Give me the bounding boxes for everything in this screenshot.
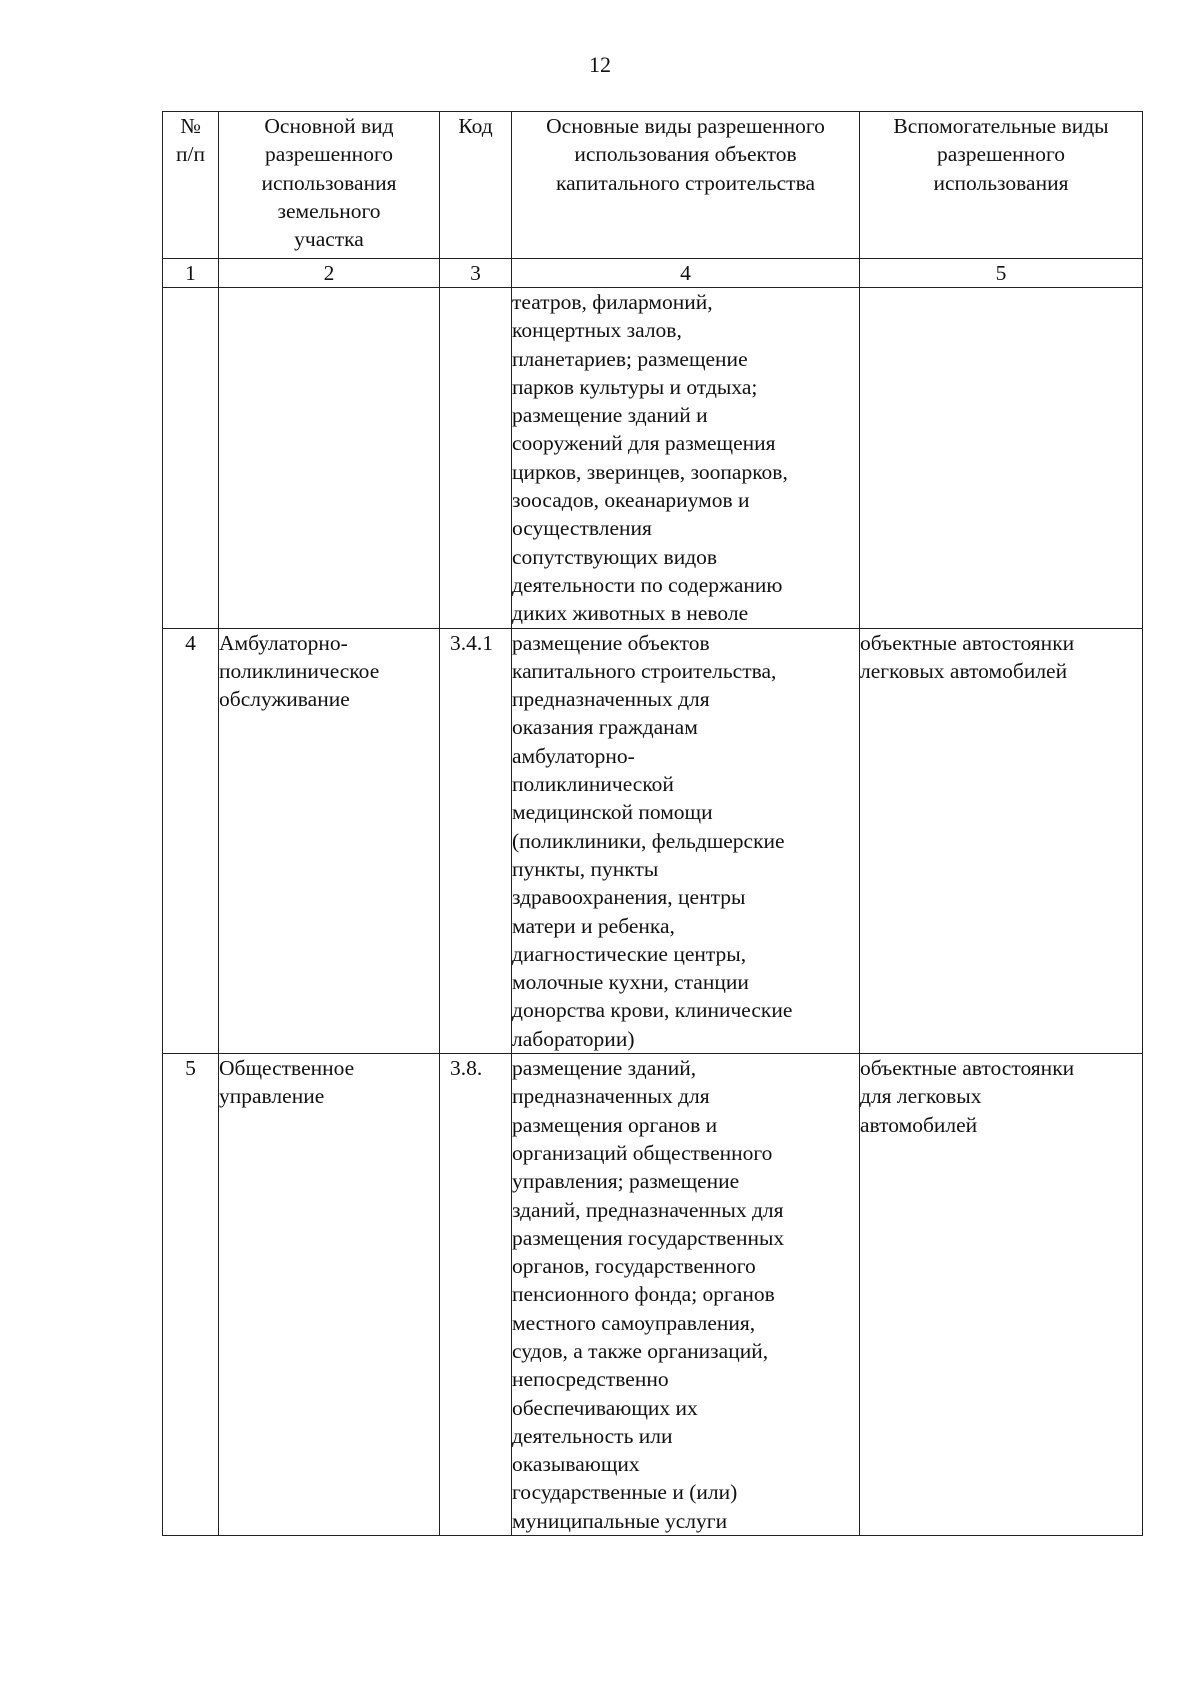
- cell-text-line: Основной вид: [264, 114, 394, 138]
- cell-text-line: поликлинической: [512, 772, 674, 797]
- cell-text-line: разрешенного: [937, 142, 1065, 167]
- cell-text-line: организаций общественного: [512, 1140, 773, 1165]
- cell-text-line: деятельности по содержанию: [512, 572, 783, 597]
- cell-text-line: медицинской помощи: [512, 800, 713, 825]
- cell-text-line: планетариев; размещение: [512, 346, 748, 371]
- row-main-uses: [512, 288, 860, 629]
- cell-text-line: диких животных в неволе: [512, 601, 749, 626]
- cell-text-line: государственные и (или): [512, 1480, 738, 1505]
- cell-text-line: использования: [261, 170, 397, 195]
- cell-text-line: муниципальные услуги: [512, 1508, 728, 1533]
- cell-text-line: п/п: [176, 142, 205, 167]
- row-land-use-name: [219, 628, 440, 1053]
- cell-text-line: местного самоуправления,: [512, 1310, 756, 1335]
- page-number: 12: [589, 52, 611, 77]
- cell-text-line: цирков, зверинцев, зоопарков,: [512, 459, 788, 484]
- cell-text-line: театров, филармоний,: [512, 290, 713, 314]
- cell-text-line: парков культуры и отдыха;: [512, 374, 758, 399]
- cell-text-line: сооружений для размещения: [512, 431, 776, 456]
- row-main-uses: [512, 1054, 860, 1536]
- cell-text-line: участка: [294, 227, 364, 252]
- cell-text-line: использования: [933, 170, 1069, 195]
- row-auxiliary-uses: [860, 288, 1143, 629]
- table-row: [163, 288, 1143, 629]
- cell-text-line: Амбулаторно-: [219, 630, 348, 655]
- cell-text-line: зданий, предназначенных для: [512, 1197, 784, 1222]
- row-number: 4: [163, 628, 219, 1053]
- cell-text-line: Код: [458, 114, 493, 138]
- cell-text-line: предназначенных для: [512, 1084, 710, 1109]
- row-code: 3.4.1: [440, 628, 512, 1053]
- cell-text-line: матери и ребенка,: [512, 913, 675, 938]
- cell-text-line: зоосадов, океанариумов и: [512, 488, 750, 513]
- land-use-table: [162, 111, 1143, 1536]
- cell-text-line: размещения государственных: [512, 1225, 785, 1250]
- cell-text-line: управление: [219, 1084, 325, 1109]
- table-row: [163, 1054, 1143, 1536]
- cell-text-line: размещение зданий,: [512, 1056, 697, 1081]
- cell-text-line: оказывающих: [512, 1452, 640, 1477]
- cell-text-line: №: [180, 114, 201, 138]
- cell-text-line: пункты, пункты: [512, 856, 659, 881]
- cell-text-line: Вспомогательные виды: [893, 114, 1109, 138]
- cell-text-line: судов, а также организаций,: [512, 1338, 769, 1363]
- row-number: [163, 288, 219, 629]
- cell-text-line: объектные автостоянки: [860, 630, 1075, 655]
- column-number: 1: [163, 259, 219, 288]
- row-code: 3.8.: [440, 1054, 512, 1536]
- cell-text-line: управления; размещение: [512, 1169, 740, 1194]
- cell-text-line: деятельность или: [512, 1423, 673, 1448]
- cell-text-line: земельного: [277, 198, 381, 223]
- row-main-uses: [512, 628, 860, 1053]
- header-code: [440, 112, 512, 259]
- row-auxiliary-uses: [860, 1054, 1143, 1536]
- column-number-row: [163, 259, 1143, 288]
- cell-text-line: для легковых: [860, 1084, 982, 1109]
- cell-text-line: объектные автостоянки: [860, 1056, 1075, 1081]
- cell-text-line: автомобилей: [860, 1112, 978, 1137]
- cell-text-line: концертных залов,: [512, 318, 682, 343]
- cell-text-line: осуществления: [512, 516, 652, 541]
- cell-text-line: амбулаторно-: [512, 743, 635, 768]
- cell-text-line: капитального строительства,: [512, 658, 777, 683]
- cell-text-line: донорства крови, клинические: [512, 998, 793, 1023]
- row-land-use-name: [219, 1054, 440, 1536]
- cell-text-line: (поликлиники, фельдшерские: [512, 828, 785, 853]
- cell-text-line: разрешенного: [265, 142, 393, 167]
- cell-text-line: пенсионного фонда; органов: [512, 1282, 775, 1307]
- cell-text-line: легковых автомобилей: [860, 658, 1068, 683]
- cell-text-line: размещения органов и: [512, 1112, 718, 1137]
- row-auxiliary-uses: [860, 628, 1143, 1053]
- row-code: [440, 288, 512, 629]
- column-number: 2: [219, 259, 440, 288]
- cell-text-line: оказания гражданам: [512, 715, 698, 740]
- cell-text-line: лаборатории): [512, 1026, 635, 1051]
- cell-text-line: обеспечивающих их: [512, 1395, 698, 1420]
- table-row: [163, 628, 1143, 1053]
- cell-text-line: Общественное: [219, 1056, 355, 1081]
- cell-text-line: предназначенных для: [512, 687, 710, 712]
- column-number: 5: [860, 259, 1143, 288]
- cell-text-line: капитального строительства: [555, 170, 815, 195]
- cell-text-line: использования объектов: [574, 142, 797, 167]
- cell-text-line: диагностические центры,: [512, 941, 747, 966]
- cell-text-line: Основные виды разрешенного: [546, 114, 825, 138]
- table-header-row: [163, 112, 1143, 259]
- header-number: [163, 112, 219, 259]
- cell-text-line: сопутствующих видов: [512, 544, 718, 569]
- cell-text-line: молочные кухни, станции: [512, 970, 749, 995]
- cell-text-line: органов, государственного: [512, 1254, 756, 1279]
- cell-text-line: здравоохранения, центры: [512, 885, 746, 910]
- cell-text-line: поликлиническое: [219, 658, 380, 683]
- cell-text-line: размещение объектов: [512, 630, 710, 655]
- cell-text-line: обслуживание: [219, 687, 350, 712]
- row-land-use-name: [219, 288, 440, 629]
- column-number: 3: [440, 259, 512, 288]
- header-auxiliary-use: [860, 112, 1143, 259]
- column-number: 4: [512, 259, 860, 288]
- header-main-construction-use: [512, 112, 860, 259]
- cell-text-line: непосредственно: [512, 1367, 669, 1392]
- header-main-land-use: [219, 112, 440, 259]
- row-number: 5: [163, 1054, 219, 1536]
- cell-text-line: размещение зданий и: [512, 403, 708, 428]
